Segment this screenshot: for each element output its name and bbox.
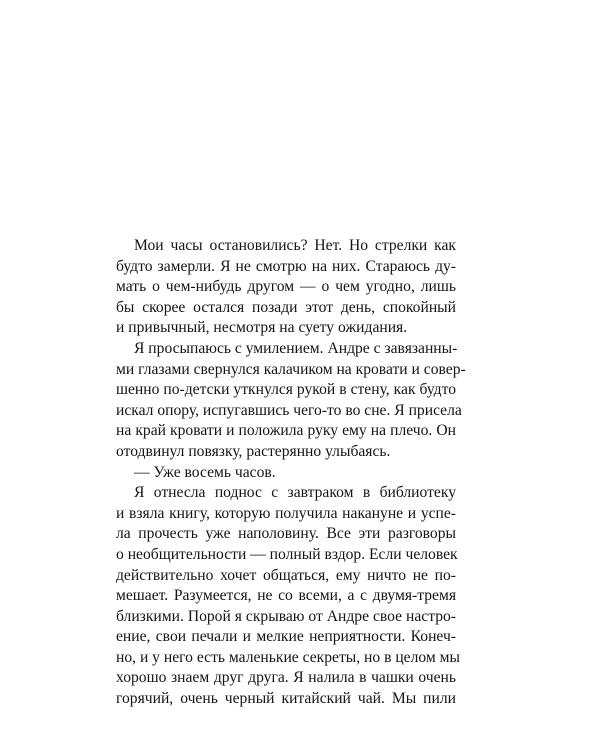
body-text <box>116 236 466 710</box>
text-line: ла прочесть уже наполовину. Все эти разговоры <box>116 525 456 543</box>
text-line: действительно хочет общаться, ему ничто не по- <box>116 566 456 584</box>
text-line: на край кровати и положила руку ему на плечо. Он <box>116 422 456 440</box>
text-line: мешает. Разумеется, не со всеми, а с двумя-тремя <box>116 587 456 605</box>
text-line: искал опору, испугавшись чего-то во сне. Я присела <box>116 401 462 419</box>
text-line: но, и у него есть маленькие секреты, но в целом мы <box>116 648 460 666</box>
text-line: — Уже восемь часов. <box>134 463 276 481</box>
text-line: Мои часы остановились? Нет. Но стрелки как <box>134 237 456 254</box>
text-line: бы скорее остался позади этот день, спокойный <box>116 298 456 316</box>
text-line: и взяла книгу, которую получила накануне и успе- <box>116 504 456 522</box>
text-line: о необщительности — полный вздор. Если человек <box>116 545 458 563</box>
paragraph <box>116 236 456 339</box>
text-line: Я просыпаюсь с умилением. Андре с завязанны- <box>134 339 458 357</box>
paragraph <box>116 463 456 484</box>
text-line: мать о чем-нибудь другом — о чем угодно, лишь <box>116 278 456 296</box>
text-line: и привычный, несмотря на суету ожидания. <box>116 319 408 337</box>
text-line: ение, свои печали и мелкие неприятности. Конеч- <box>116 628 456 646</box>
paragraph <box>116 483 460 710</box>
text-line: отодвинул повязку, растерянно улыбаясь. <box>116 442 391 460</box>
text-line: хорошо знаем друг друга. Я налила в чашки очень <box>116 669 456 687</box>
text-line: горячий, очень черный китайский чай. Мы пили <box>116 690 456 708</box>
paragraph <box>116 339 466 463</box>
text-line: близкими. Порой я скрываю от Андре свое настро- <box>116 607 456 625</box>
text-line: шенно по-детски уткнулся рукой в стену, как будто <box>116 381 456 399</box>
text-line: Я отнесла поднос с завтраком в библиотеку <box>134 484 456 502</box>
text-line: будто замерли. Я не смотрю на них. Стараюсь ду- <box>116 257 456 275</box>
text-line: ми глазами свернулся калачиком на кровати и совер- <box>116 360 466 378</box>
